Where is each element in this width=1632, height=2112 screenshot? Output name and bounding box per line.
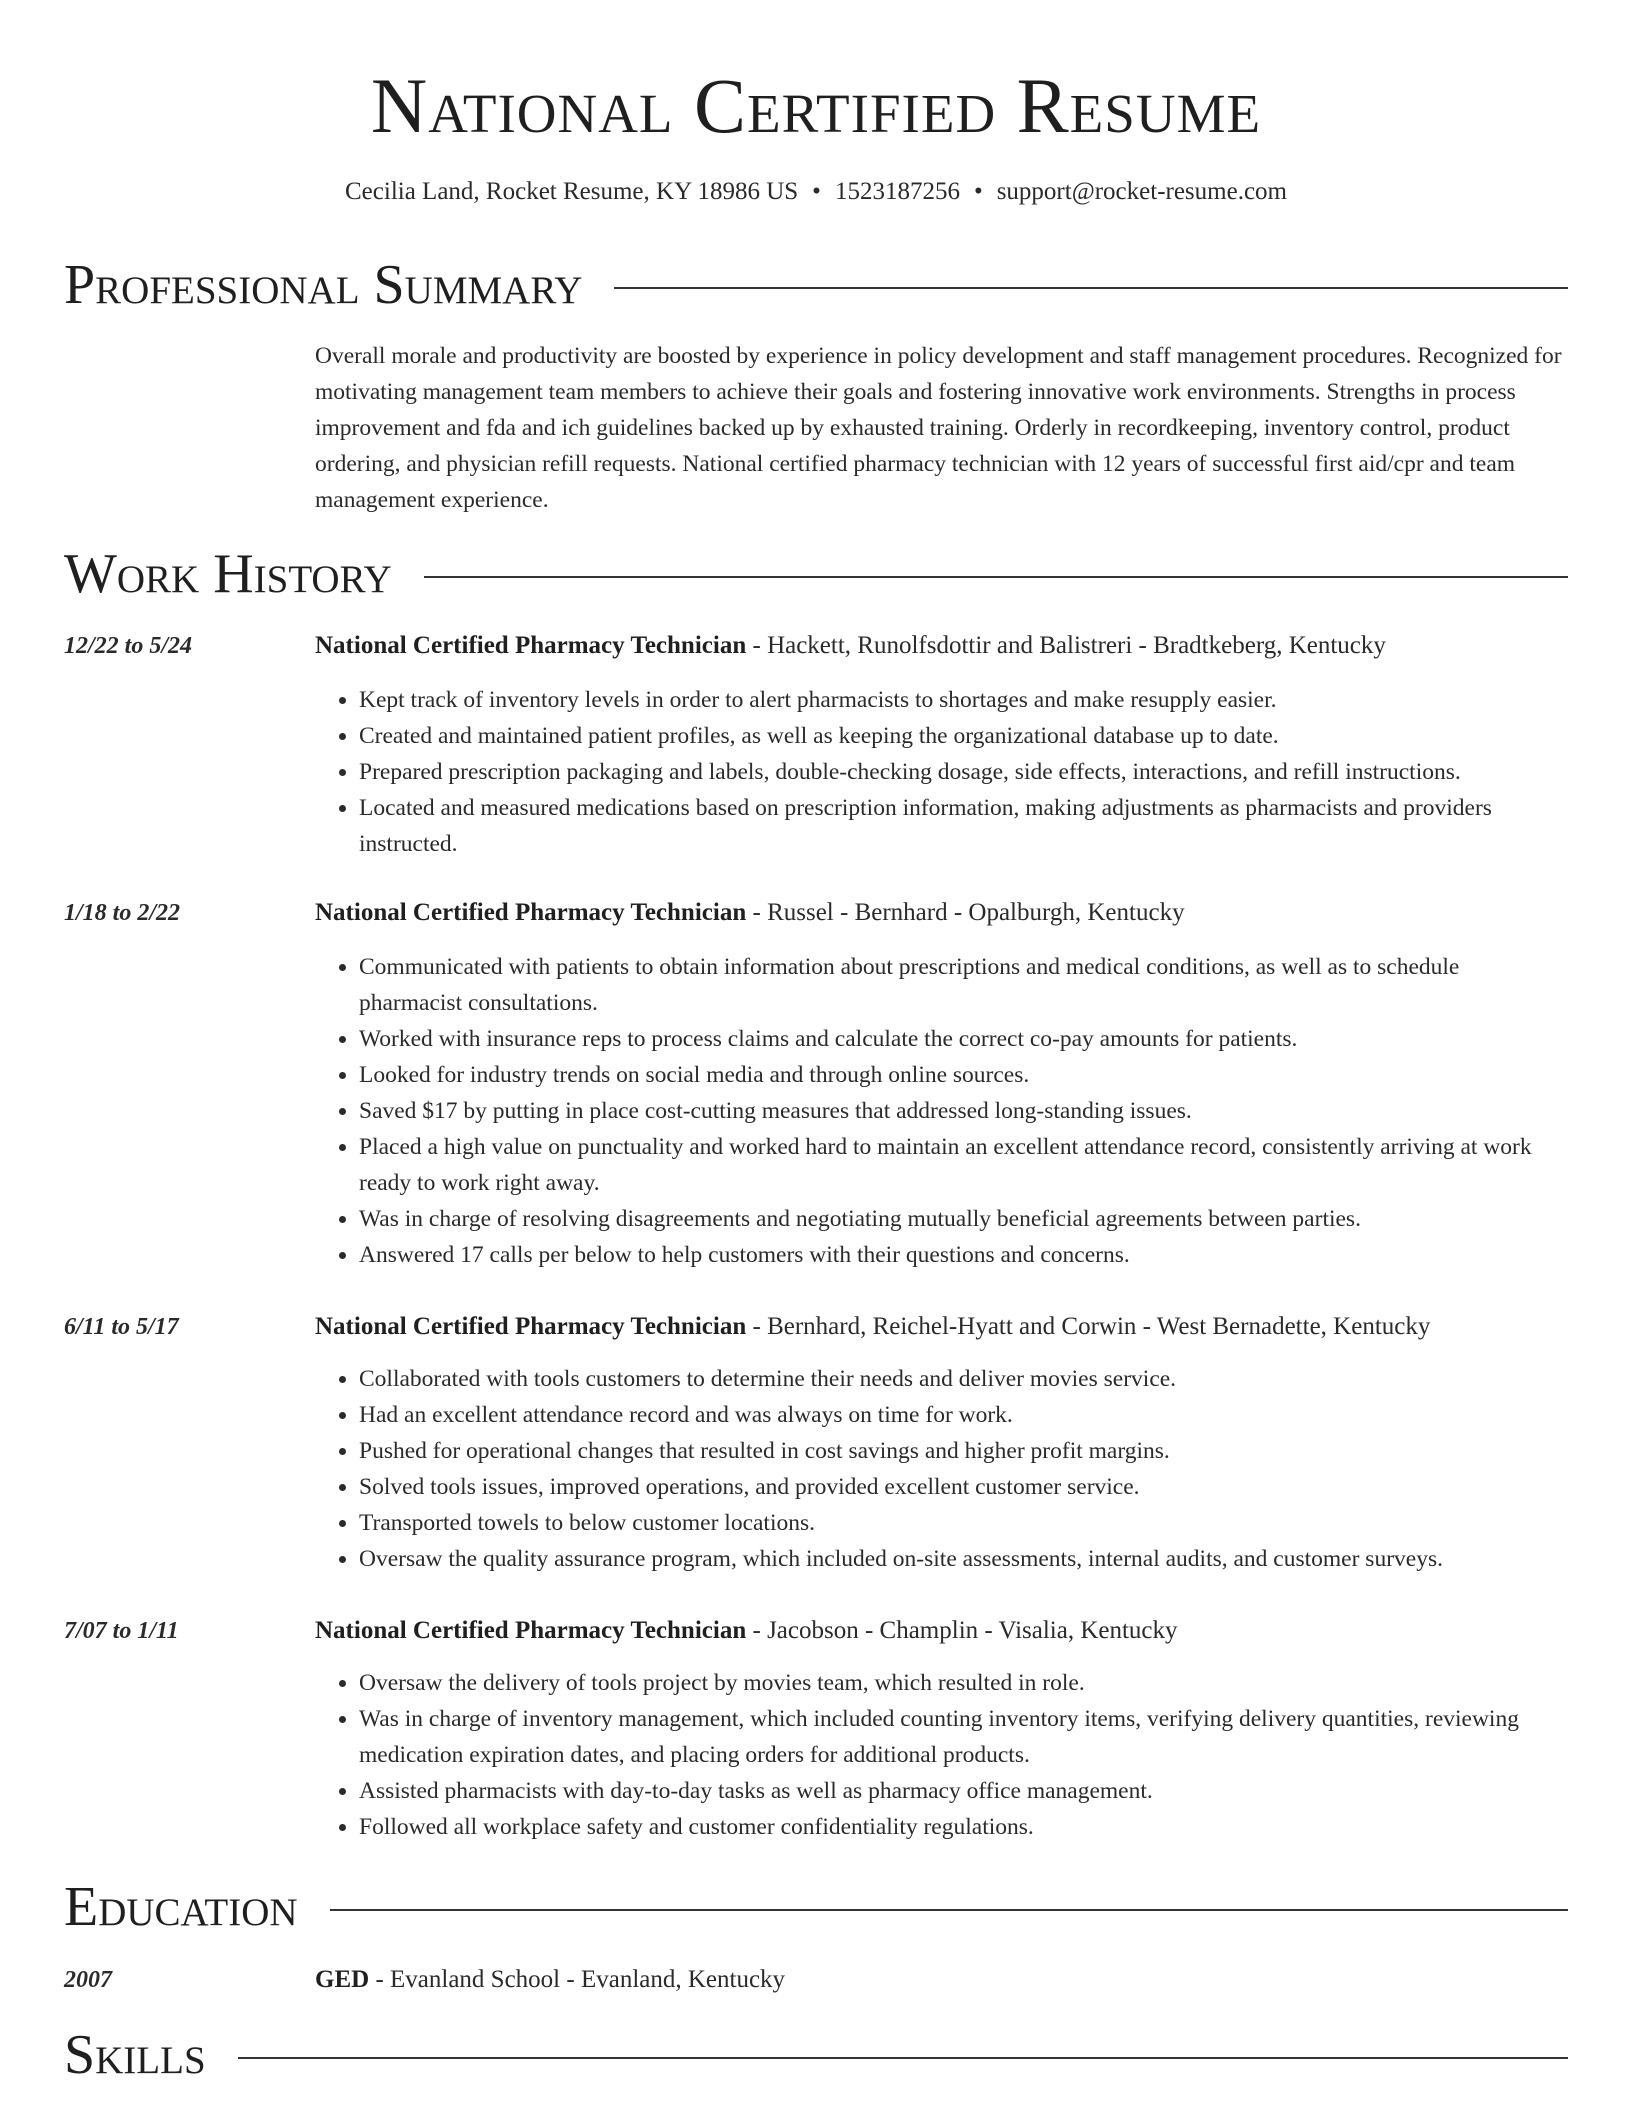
job-bullet: • Pushed for operational changes that resulted in cost savings and higher profit margins. (359, 1433, 1568, 1469)
section-header-summary (64, 250, 1568, 320)
job-heading (315, 895, 1185, 931)
job-bullets (315, 1665, 1568, 1845)
section-divider (330, 1909, 1568, 1911)
dash-separator: - (746, 1313, 768, 1340)
job-heading (315, 1613, 1178, 1649)
job-bullet: • Looked for industry trends on social media and through online sources. (359, 1057, 1568, 1093)
section-header-education (64, 1872, 1568, 1942)
job-details: Russel - Bernhard - Opalburgh, Kentucky (767, 899, 1185, 926)
job-bullet: • Created and maintained patient profiles, as well as keeping the organizational database up to date. (359, 718, 1568, 754)
job-dates: 6/11 to 5/17 (64, 1314, 179, 1340)
contact-phone: 1523187256 (834, 178, 960, 205)
job-heading (315, 1309, 1430, 1345)
dash-separator: - (369, 1966, 391, 1993)
job-bullet: • Prepared prescription packaging and labels, double-checking dosage, side effects, interactions, and refill instructions. (359, 754, 1568, 790)
section-header-skills (64, 2020, 1568, 2090)
contact-separator: • (812, 178, 821, 205)
section-divider (238, 2057, 1568, 2059)
section-divider (614, 287, 1568, 289)
job-bullet: • Assisted pharmacists with day-to-day tasks as well as pharmacy office management. (359, 1773, 1568, 1809)
job-bullet: • Placed a high value on punctuality and worked hard to maintain an excellent attendance record, consistently arriving at work ready to work right away. (359, 1129, 1568, 1201)
job-bullet: • Was in charge of resolving disagreements and negotiating mutually beneficial agreements between parties. (359, 1201, 1568, 1237)
job-bullet: • Followed all workplace safety and customer confidentiality regulations. (359, 1809, 1568, 1845)
section-header-work (64, 539, 1568, 609)
job-bullet: • Oversaw the quality assurance program, which included on-site assessments, internal audits, and customer surveys. (359, 1541, 1568, 1577)
job-title: National Certified Pharmacy Technician (315, 632, 747, 659)
job-bullet: • Transported towels to below customer locations. (359, 1505, 1568, 1541)
job-bullet: • Solved tools issues, improved operations, and provided excellent customer service. (359, 1469, 1568, 1505)
job-bullets (315, 949, 1568, 1273)
job-heading (315, 628, 1386, 664)
section-title-education: Education (64, 1876, 298, 1938)
education-details: Evanland School - Evanland, Kentucky (390, 1966, 786, 1993)
section-title-summary: Professional Summary (64, 254, 583, 316)
job-bullet: • Worked with insurance reps to process claims and calculate the correct co-pay amounts for patients. (359, 1021, 1568, 1057)
job-details: Hackett, Runolfsdottir and Balistreri - Bradtkeberg, Kentucky (767, 632, 1386, 659)
resume-title: National Certified Resume (370, 62, 1262, 149)
summary-text: Overall morale and productivity are boosted by experience in policy development and staff management procedures. Recognized for motivating management team members to achieve their goals and fostering innovative work environments. Strengths in process improvement and fda and ich guidelines backed up by exhausted training. Orderly in recordkeeping, inventory control, product ordering, and physician refill requests. National certified pharmacy technician with 12 years of successful first aid/cpr and team management experience. (315, 343, 1562, 513)
section-divider (424, 576, 1568, 578)
job-title: National Certified Pharmacy Technician (315, 1617, 747, 1644)
contact-address: Cecilia Land, Rocket Resume, KY 18986 US (345, 178, 799, 205)
job-bullets (315, 682, 1568, 862)
dash-separator: - (746, 1617, 768, 1644)
job-bullet: • Was in charge of inventory management, which included counting inventory items, verifying delivery quantities, reviewing medication expiration dates, and placing orders for additional products. (359, 1701, 1568, 1773)
job-bullets (315, 1361, 1568, 1577)
job-bullet: • Had an excellent attendance record and was always on time for work. (359, 1397, 1568, 1433)
job-dates: 12/22 to 5/24 (64, 633, 193, 659)
education-year: 2007 (64, 1967, 112, 1993)
job-dates: 7/07 to 1/11 (64, 1618, 179, 1644)
job-bullet: • Saved $17 by putting in place cost-cutting measures that addressed long-standing issues. (359, 1093, 1568, 1129)
job-details: Jacobson - Champlin - Visalia, Kentucky (767, 1617, 1178, 1644)
job-bullet: • Oversaw the delivery of tools project by movies team, which resulted in role. (359, 1665, 1568, 1701)
job-details: Bernhard, Reichel-Hyatt and Corwin - West Bernadette, Kentucky (767, 1313, 1431, 1340)
dash-separator: - (746, 899, 768, 926)
job-bullet: • Collaborated with tools customers to determine their needs and deliver movies service. (359, 1361, 1568, 1397)
job-title: National Certified Pharmacy Technician (315, 1313, 747, 1340)
dash-separator: - (746, 632, 768, 659)
job-bullet: • Answered 17 calls per below to help customers with their questions and concerns. (359, 1237, 1568, 1273)
job-dates: 1/18 to 2/22 (64, 900, 181, 926)
job-bullet: • Communicated with patients to obtain information about prescriptions and medical conditions, as well as to schedule pharmacist consultations. (359, 949, 1568, 1021)
section-title-work: Work History (64, 543, 392, 605)
job-bullet: • Located and measured medications based on prescription information, making adjustments as pharmacists and providers instructed. (359, 790, 1568, 862)
job-title: National Certified Pharmacy Technician (315, 899, 747, 926)
section-title-skills: Skills (64, 2024, 206, 2086)
education-heading (315, 1962, 785, 1998)
contact-separator: • (973, 178, 983, 205)
contact-email: support@rocket-resume.com (996, 178, 1287, 205)
contact-line (0, 174, 1632, 210)
job-bullet: • Kept track of inventory levels in order to alert pharmacists to shortages and make resupply easier. (359, 682, 1568, 718)
education-degree: GED (315, 1966, 370, 1993)
